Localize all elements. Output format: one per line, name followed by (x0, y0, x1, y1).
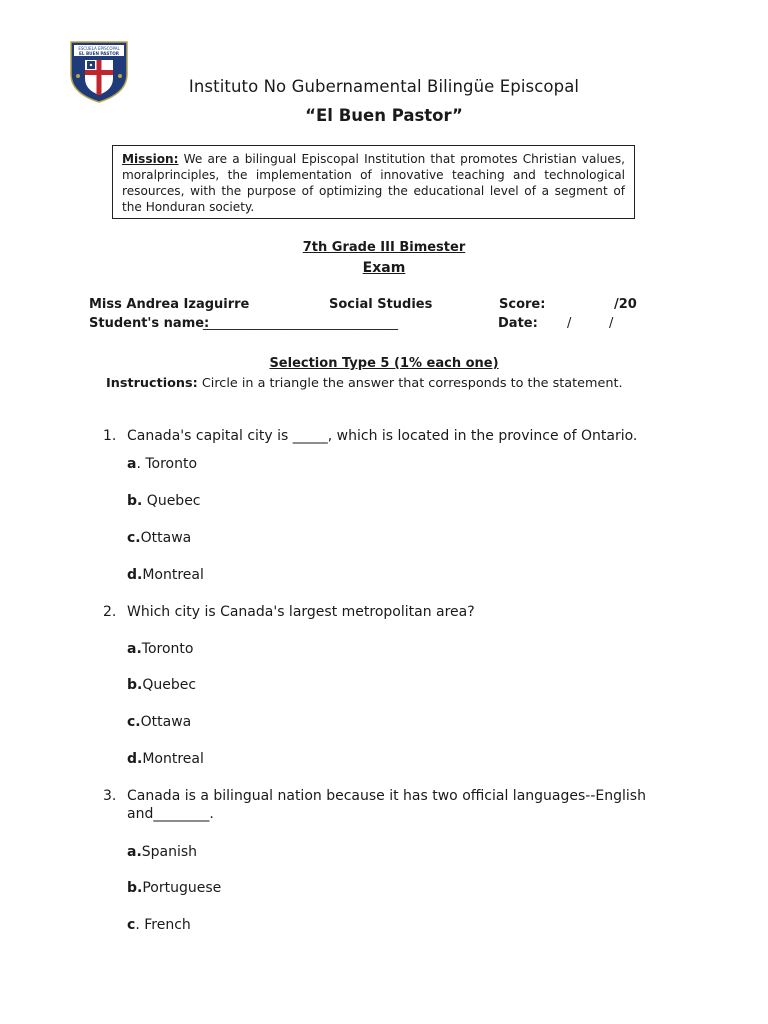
option-letter: a. (127, 641, 142, 657)
option-text: Quebec (142, 677, 197, 693)
option-letter: b. (127, 880, 143, 896)
option-text: Toronto (145, 456, 198, 472)
answer-option[interactable] (127, 677, 196, 693)
question-text: Which city is Canada's largest metropolitan area? (127, 604, 475, 620)
answer-option[interactable] (127, 844, 197, 860)
mission-text: We are a bilingual Episcopal Institution that promotes Christian values, moralprinciples, the implementation of innovative teaching and technological resources, with the purpose of optimizing the educational level of a segment of the Honduran society. (122, 152, 625, 214)
option-letter: c. (127, 530, 141, 546)
option-text: Ottawa (140, 530, 192, 546)
answer-option[interactable] (127, 456, 197, 472)
option-letter: b. (127, 677, 143, 693)
subject-name: Social Studies (329, 297, 433, 312)
option-letter: a. (127, 844, 142, 860)
option-letter: d. (127, 567, 143, 583)
exam-title: Exam (362, 260, 406, 276)
option-separator: . (136, 456, 146, 472)
mission-statement-box (112, 145, 635, 219)
teacher-name: Miss Andrea Izaguirre (89, 297, 250, 312)
answer-option[interactable] (127, 567, 204, 583)
option-letter: d. (127, 751, 143, 767)
score-label: Score: (499, 297, 546, 312)
option-letter: c. (127, 714, 141, 730)
logo-text-main: EL BUEN PASTOR (79, 51, 119, 56)
institution-name: Instituto No Gubernamental Bilingüe Episcopal (188, 77, 580, 96)
question-text-continued: and________. (127, 806, 214, 822)
option-text: Ottawa (140, 714, 192, 730)
student-name-field[interactable]: ______________________________ (203, 316, 398, 331)
answer-option[interactable] (127, 714, 191, 730)
answer-option[interactable] (127, 751, 204, 767)
score-total: /20 (614, 297, 637, 312)
mission-label: Mission: (122, 152, 179, 166)
option-text: French (144, 917, 191, 933)
grade-title: 7th Grade III Bimester (302, 240, 466, 255)
date-label: Date: (498, 316, 538, 331)
option-letter: a (127, 456, 137, 472)
answer-option[interactable] (127, 493, 201, 509)
logo-text-top: ESCUELA EPISCOPAL (78, 46, 120, 51)
question-text: Canada's capital city is _____, which is located in the province of Ontario. (127, 428, 638, 444)
student-name-label: Student's name: (89, 316, 210, 331)
answer-option[interactable] (127, 880, 221, 896)
option-text: Toronto (141, 641, 194, 657)
instructions (106, 376, 623, 391)
option-text: Spanish (141, 844, 198, 860)
question-number: 3. (103, 788, 117, 804)
answer-option[interactable] (127, 641, 193, 657)
section-title: Selection Type 5 (1% each one) (269, 356, 499, 371)
date-separator: / (567, 316, 572, 331)
option-letter: c (127, 917, 136, 933)
question-text: Canada is a bilingual nation because it has two official languages--English (127, 788, 646, 804)
option-text: Quebec (146, 493, 201, 509)
option-text: Montreal (142, 567, 204, 583)
instructions-label: Instructions: (106, 376, 198, 391)
answer-option[interactable] (127, 917, 191, 933)
option-text: Montreal (142, 751, 204, 767)
instructions-text: Circle in a triangle the answer that corresponds to the statement. (197, 376, 623, 391)
question-number: 1. (103, 428, 117, 444)
option-separator: . (135, 917, 145, 933)
question-number: 2. (103, 604, 117, 620)
option-letter: b. (127, 493, 143, 509)
answer-option[interactable] (127, 530, 191, 546)
date-separator: / (609, 316, 614, 331)
option-text: Portuguese (142, 880, 222, 896)
school-name: “El Buen Pastor” (305, 106, 463, 125)
